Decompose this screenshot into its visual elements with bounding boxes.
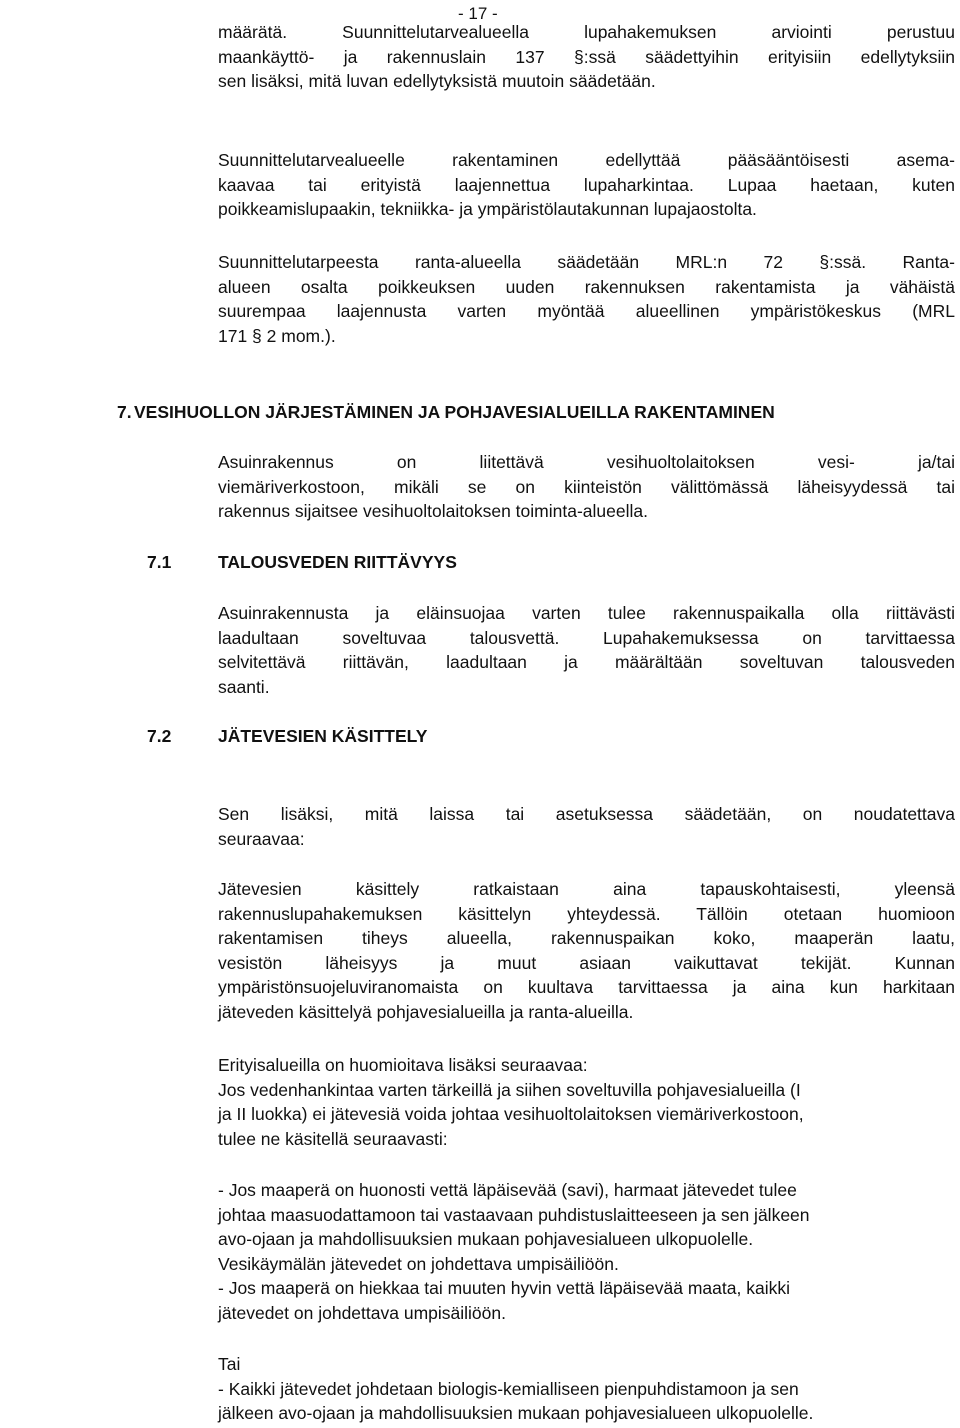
text-line: ja II luokka) ei jätevesiä voida johtaa vesihuoltolaitoksen viemäriverkostoon, xyxy=(218,1104,804,1124)
text-line: Jos vedenhankintaa varten tärkeillä ja siihen soveltuvilla pohjavesialueilla (I xyxy=(218,1079,801,1100)
section-72-number: 7.2 xyxy=(147,726,172,746)
paragraph-1 xyxy=(218,20,955,94)
text-line: määrätä. Suunnittelutarvealueella lupahakemuksen arviointi perustuu xyxy=(218,22,955,42)
text-line: kaavaa tai erityistä laajennettua lupaharkintaa. Lupaa haetaan, kuten xyxy=(218,174,955,195)
text-line: viemäriverkostoon, mikäli se on kiinteistön välittömässä läheisyydessä tai xyxy=(218,476,955,497)
text-line: vesistön läheisyys ja muut asiaan vaikuttavat tekijät. Kunnan xyxy=(218,952,955,973)
text-line: Asuinrakennusta ja eläinsuojaa varten tulee rakennuspaikalla olla riittävästi xyxy=(218,603,955,623)
text-line: maankäyttö- ja rakennuslain 137 §:ssä säädettyihin erityisiin edellytyksiin xyxy=(218,46,955,67)
text-line: Suunnittelutarvealueelle rakentaminen edellyttää pääsääntöisesti asema- xyxy=(218,150,955,170)
section-72-paragraph-2 xyxy=(218,1053,955,1151)
section-72-paragraph-1 xyxy=(218,877,955,1024)
text-line: seuraavaa: xyxy=(218,828,305,849)
text-line: 171 § 2 mom.). xyxy=(218,325,336,346)
text-line: Suunnittelutarpeesta ranta-alueella säädetään MRL:n 72 §:ssä. Ranta- xyxy=(218,252,955,272)
text-line: rakennuslupahakemuksen käsittelyn yhteydessä. Tällöin otetaan huomioon xyxy=(218,903,955,924)
section-72-paragraph-3 xyxy=(218,1178,955,1325)
text-line: selvitettävä riittävän, laadultaan ja määrältään soveltuvan talousveden xyxy=(218,652,955,672)
text-line: suurempaa laajennusta varten myöntää alueellinen ympäristökeskus (MRL xyxy=(218,301,955,321)
text-line: Erityisalueilla on huomioitava lisäksi seuraavaa: xyxy=(218,1055,588,1075)
text-line: saanti. xyxy=(218,676,270,697)
text-line: Jätevesien käsittely ratkaistaan aina tapauskohtaisesti, yleensä xyxy=(218,879,955,899)
text-line: - Jos maaperä on hiekkaa tai muuten hyvin vettä läpäisevää maata, kaikki xyxy=(218,1278,790,1298)
text-line: rakennus sijaitsee vesihuoltolaitoksen toiminta-alueella. xyxy=(218,501,648,521)
text-line: Vesikäymälän jätevedet on johdettava umpisäiliöön. xyxy=(218,1253,619,1274)
text-line: - Kaikki jätevedet johdetaan biologis-kemialliseen pienpuhdistamoon ja sen xyxy=(218,1378,799,1399)
text-line: tulee ne käsitellä seuraavasti: xyxy=(218,1128,448,1149)
section-71-number: 7.1 xyxy=(147,552,172,572)
section-7-body xyxy=(218,450,955,524)
text-line: Tai xyxy=(218,1354,241,1374)
section-7-number: 7. xyxy=(117,402,132,422)
page-number: - 17 - xyxy=(458,4,498,23)
text-line: alueen osalta poikkeuksen uuden rakennuksen rakentamista ja vähäistä xyxy=(218,276,955,297)
text-line: poikkeamislupaakin, tekniikka- ja ympäristölautakunnan lupajaostolta. xyxy=(218,199,757,219)
section-72-paragraph-4 xyxy=(218,1352,955,1426)
text-line: johtaa maasuodattamoon tai vastaavaan puhdistuslaitteeseen ja sen jälkeen xyxy=(218,1204,810,1225)
text-line: laadultaan soveltuvaa talousvettä. Lupahakemuksessa on tarvittaessa xyxy=(218,627,955,648)
section-72-intro xyxy=(218,802,955,851)
text-line: jäteveden käsittelyä pohjavesialueilla ja ranta-alueilla. xyxy=(218,1001,634,1022)
section-72-title: JÄTEVESIEN KÄSITTELY xyxy=(218,726,428,746)
paragraph-3 xyxy=(218,250,955,348)
text-line: rakentamisen tiheys alueella, rakennuspaikan koko, maaperän laatu, xyxy=(218,928,955,948)
section-71-title: TALOUSVEDEN RIITTÄVYYS xyxy=(218,552,457,572)
section-7-title: VESIHUOLLON JÄRJESTÄMINEN JA POHJAVESIALUEILLA RAKENTAMINEN xyxy=(134,402,775,422)
section-71-body xyxy=(218,601,955,699)
text-line: jätevedet on johdettava umpisäiliöön. xyxy=(218,1302,506,1323)
text-line: Asuinrakennus on liitettävä vesihuoltolaitoksen vesi- ja/tai xyxy=(218,452,955,472)
text-line: Sen lisäksi, mitä laissa tai asetuksessa säädetään, on noudatettava xyxy=(218,804,955,824)
text-line: jälkeen avo-ojaan ja mahdollisuuksien mukaan pohjavesialueen ulkopuolelle. xyxy=(218,1403,814,1423)
text-line: ympäristönsuojeluviranomaista on kuultava tarvittaessa ja aina kun harkitaan xyxy=(218,977,955,997)
text-line: avo-ojaan ja mahdollisuuksien mukaan pohjavesialueen ulkopuolelle. xyxy=(218,1229,754,1249)
text-line: - Jos maaperä on huonosti vettä läpäisevää (savi), harmaat jätevedet tulee xyxy=(218,1180,797,1200)
paragraph-2 xyxy=(218,148,955,222)
text-line: sen lisäksi, mitä luvan edellytyksistä muutoin säädetään. xyxy=(218,71,656,91)
